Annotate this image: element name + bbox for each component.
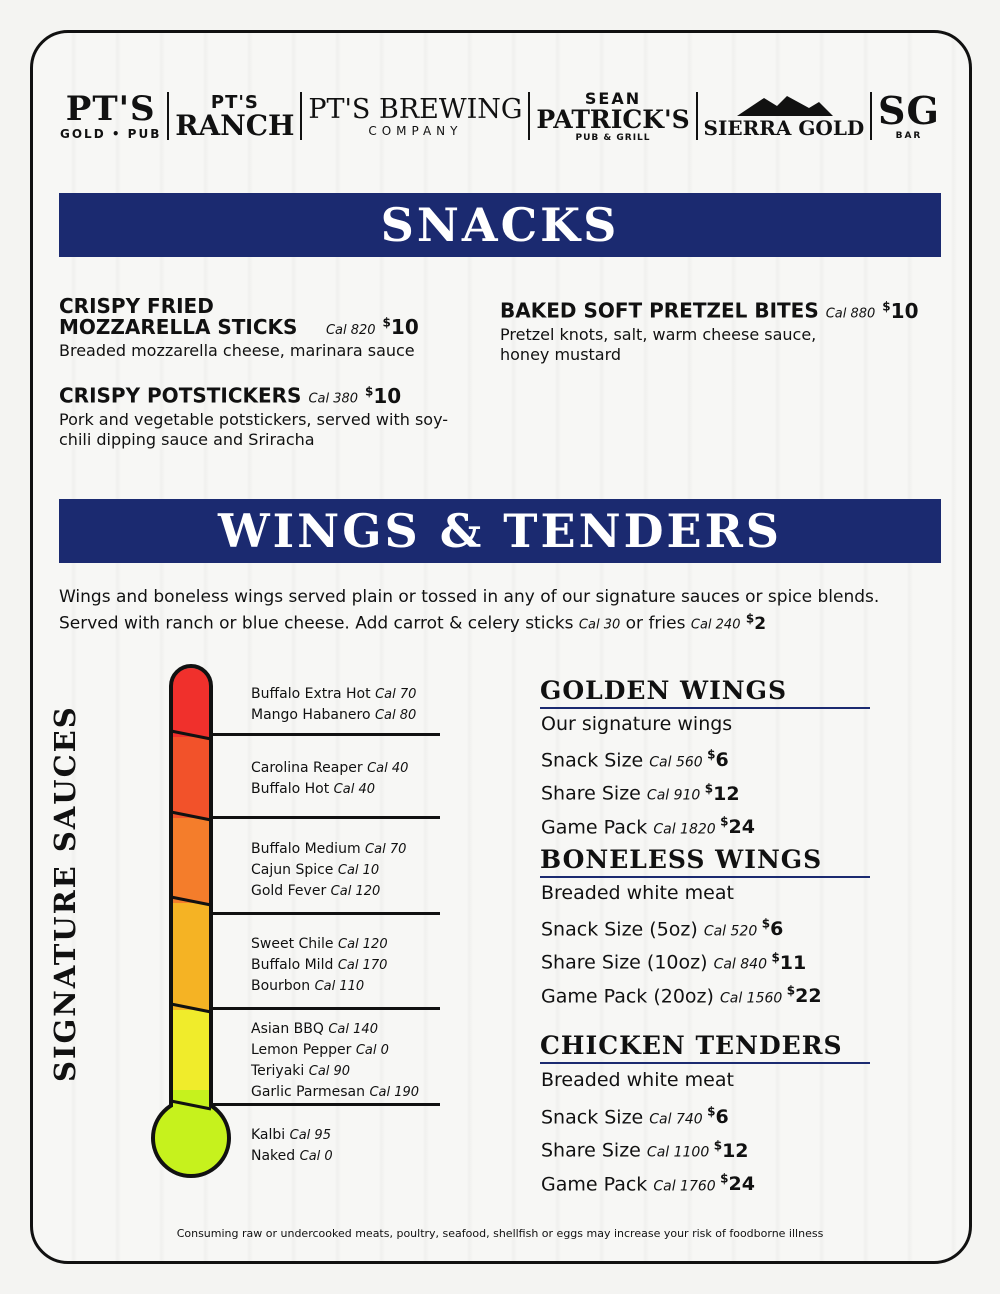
logo-divider [870, 92, 872, 140]
logo-subtext: PUB & GRILL [575, 133, 651, 143]
item-calories: Cal 820 [325, 323, 376, 338]
intro-calories: Cal 30 [578, 617, 621, 633]
sauce-item [251, 779, 408, 800]
sauce-name: Teriyaki [251, 1063, 305, 1079]
mountain-icon [729, 94, 839, 118]
size-calories: Cal 840 [713, 956, 772, 973]
wings-intro [59, 587, 939, 636]
item-name [59, 381, 459, 410]
item-calories: Cal 880 [825, 306, 876, 322]
size-price: $12 [713, 1138, 749, 1162]
sauce-group [251, 684, 416, 726]
sauce-name: Cajun Spice [251, 862, 334, 878]
food-safety-disclaimer: Consuming raw or undercooked meats, poultry, seafood, shellfish or eggs may increase your risk of foodborne illness [176, 1227, 824, 1240]
section-title: BONELESS WINGS [540, 845, 870, 878]
size-label: Game Pack [541, 1172, 654, 1195]
section-subtitle: Our signature wings [541, 713, 733, 735]
logo-subtext: SEAN [584, 89, 642, 108]
logo-subtext: GOLD • PUB [60, 127, 162, 141]
menu-item [500, 296, 930, 365]
logo-subtext: BAR [895, 130, 923, 141]
logo-divider [528, 92, 530, 140]
size-calories: Cal 1820 [653, 820, 721, 837]
intro-calories: Cal 240 [690, 617, 741, 633]
size-calories: Cal 560 [649, 754, 708, 771]
snacks-heading: SNACKS [59, 193, 941, 257]
sauce-calories: Cal 95 [289, 1128, 331, 1143]
sauce-calories: Cal 170 [337, 958, 388, 973]
sauce-item [251, 1019, 419, 1040]
logo-divider [696, 92, 698, 140]
wings-heading: WINGS & TENDERS [59, 499, 941, 563]
section-subtitle: Breaded white meat [541, 1069, 734, 1091]
heat-thermometer [145, 660, 245, 1190]
sauce-calories: Cal 120 [338, 937, 388, 952]
sauce-divider [210, 816, 440, 819]
sauce-calories: Cal 10 [337, 863, 380, 878]
size-calories: Cal 520 [703, 923, 762, 940]
sauce-item [251, 1040, 419, 1061]
size-option [541, 944, 822, 977]
price-value: 10 [390, 315, 419, 339]
price-value: 10 [890, 298, 919, 323]
sauce-calories: Cal 70 [365, 842, 407, 857]
menu-item [59, 381, 459, 450]
intro-text: or fries [625, 613, 686, 634]
sauce-divider [210, 1103, 440, 1106]
sauce-name: Buffalo Extra Hot [251, 686, 371, 702]
item-name [500, 296, 930, 325]
logo-text: PATRICK'S [536, 105, 690, 134]
section-title: GOLDEN WINGS [540, 676, 870, 709]
price-value: 10 [373, 383, 402, 408]
sauce-item [251, 976, 388, 997]
signature-sauces-label: SIGNATURE SAUCES [48, 705, 82, 1082]
size-label: Snack Size [541, 749, 650, 772]
intro-text: Wings and boneless wings served plain or tossed in any of our signature sauces or spice blends. Served with ranch or blue cheese. Add carrot & celery sticks [59, 587, 880, 634]
logo-text: PT'S BREWING [308, 93, 523, 125]
size-label: Snack Size [541, 1106, 650, 1129]
sauce-group [251, 1125, 333, 1167]
section-title: CHICKEN TENDERS [540, 1031, 870, 1064]
sauce-item [251, 1061, 419, 1082]
item-description: Pretzel knots, salt, warm cheese sauce, honey mustard [500, 324, 817, 364]
size-price: $22 [786, 983, 822, 1007]
logo-subtext: PT'S [210, 92, 259, 113]
sauce-calories: Cal 0 [299, 1149, 333, 1164]
sauce-name: Buffalo Hot [251, 781, 330, 797]
item-price: $10 [365, 383, 402, 408]
pts-brewing-logo [308, 93, 523, 138]
logo-divider [167, 92, 169, 140]
sauce-name: Naked [251, 1148, 296, 1164]
sauce-item [251, 1146, 333, 1167]
sauce-group [251, 758, 408, 800]
sauce-item [251, 839, 406, 860]
sauce-calories: Cal 110 [314, 979, 365, 994]
size-price: $11 [771, 950, 807, 974]
size-label: Snack Size (5oz) [541, 918, 704, 941]
size-price: $24 [720, 814, 755, 838]
intro-price: $2 [745, 611, 767, 634]
sauce-divider [210, 912, 440, 915]
size-label: Share Size (10oz) [541, 951, 714, 974]
size-option [541, 1132, 755, 1165]
sauce-item [251, 955, 388, 976]
brand-logos [60, 88, 940, 144]
size-price: $6 [761, 917, 784, 941]
sauce-name: Garlic Parmesan [251, 1084, 366, 1100]
item-price: $10 [382, 315, 419, 339]
sauce-group [251, 934, 388, 997]
size-calories: Cal 910 [646, 787, 705, 804]
sauce-item [251, 934, 388, 955]
item-description: Pork and vegetable potstickers, served with soy-chili dipping sauce and Sriracha [59, 409, 449, 449]
sauce-item [251, 758, 408, 779]
size-price: $6 [707, 748, 729, 772]
size-option [541, 1099, 755, 1132]
sg-bar-logo [878, 87, 940, 141]
sauce-item [251, 684, 416, 705]
logo-text: SIERRA GOLD [703, 116, 865, 140]
pts-ranch-logo [175, 92, 294, 140]
sauce-calories: Cal 190 [369, 1085, 420, 1100]
sean-patricks-logo [536, 89, 689, 143]
sauce-item [251, 1125, 333, 1146]
size-calories: Cal 740 [649, 1111, 708, 1128]
price-value: 2 [754, 613, 767, 634]
size-option [541, 1166, 755, 1199]
heat-segment [171, 682, 211, 737]
sauce-item [251, 705, 416, 726]
item-description: Breaded mozzarella cheese, marinara sauce [59, 341, 415, 360]
size-calories: Cal 1760 [653, 1177, 721, 1194]
sauce-calories: Cal 0 [355, 1043, 389, 1058]
sauce-divider [210, 1007, 440, 1010]
size-label: Game Pack [541, 815, 654, 838]
heat-segment [171, 737, 211, 818]
sauce-item [251, 860, 406, 881]
sauce-name: Bourbon [251, 978, 311, 994]
logo-text: PT'S [65, 89, 156, 129]
sauce-calories: Cal 40 [367, 761, 409, 776]
sierra-gold-logo [704, 94, 865, 138]
item-title: BAKED SOFT PRETZEL BITES [500, 298, 819, 323]
logo-text: RANCH [175, 109, 295, 142]
sauce-group [251, 839, 406, 902]
size-label: Game Pack (20oz) [541, 984, 720, 1007]
size-option [541, 742, 755, 775]
sauce-calories: Cal 40 [333, 782, 375, 797]
sauce-name: Buffalo Medium [251, 841, 361, 857]
sauce-name: Carolina Reaper [251, 760, 363, 776]
sauce-name: Buffalo Mild [251, 957, 334, 973]
sauce-group [251, 1019, 419, 1103]
sauce-name: Mango Habanero [251, 707, 371, 723]
sauce-name: Lemon Pepper [251, 1042, 352, 1058]
pts-gold-pub-logo [60, 89, 162, 141]
size-label: Share Size [541, 1139, 647, 1162]
sauce-calories: Cal 120 [330, 884, 381, 899]
sauce-name: Gold Fever [251, 883, 327, 899]
sauce-item [251, 1082, 419, 1103]
size-option [541, 775, 755, 808]
sauce-name: Asian BBQ [251, 1021, 324, 1037]
sauce-calories: Cal 140 [328, 1022, 378, 1037]
logo-text: SG [878, 87, 940, 133]
sauce-calories: Cal 80 [374, 708, 417, 723]
logo-divider [300, 92, 302, 140]
item-title: CRISPY FRIED MOZZARELLA STICKS [59, 294, 298, 339]
item-name [59, 296, 459, 341]
menu-item [59, 296, 459, 361]
sauce-calories: Cal 70 [375, 687, 417, 702]
heat-segment [171, 818, 211, 903]
item-price: $10 [882, 298, 919, 323]
section-subtitle: Breaded white meat [541, 882, 734, 904]
sauce-calories: Cal 90 [308, 1064, 351, 1079]
heat-segment [171, 903, 211, 1010]
size-price: $12 [704, 781, 740, 805]
size-list [541, 911, 822, 1011]
size-option [541, 809, 755, 842]
size-list [541, 742, 755, 842]
sauce-name: Kalbi [251, 1127, 286, 1143]
size-label: Share Size [541, 782, 647, 805]
logo-subtext: COMPANY [368, 123, 463, 138]
item-calories: Cal 380 [308, 391, 359, 407]
size-calories: Cal 1560 [719, 989, 787, 1006]
size-list [541, 1099, 755, 1199]
size-price: $6 [707, 1105, 729, 1129]
sauce-divider [210, 733, 440, 736]
size-option [541, 911, 822, 944]
sauce-item [251, 881, 406, 902]
sauce-name: Sweet Chile [251, 936, 334, 952]
item-title: CRISPY POTSTICKERS [59, 383, 302, 408]
size-price: $24 [720, 1171, 755, 1195]
size-calories: Cal 1100 [646, 1144, 714, 1161]
size-option [541, 978, 822, 1011]
